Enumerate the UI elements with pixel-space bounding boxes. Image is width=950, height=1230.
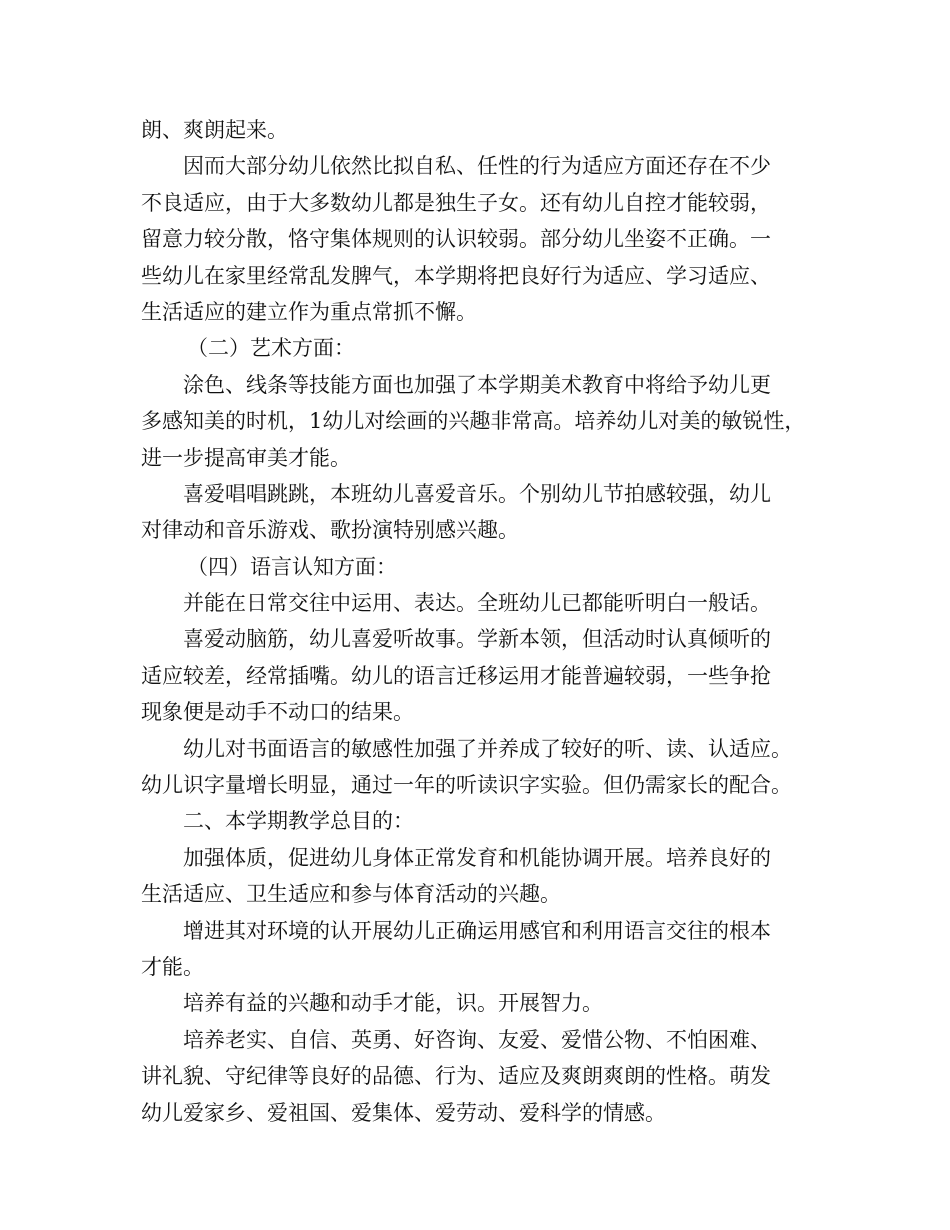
paragraph-line: 现象便是动手不动口的结果。: [141, 700, 414, 725]
paragraph-line: 适应较差，经常插嘴。幼儿的语言迁移运用才能普遍较弱，一些争抢: [141, 663, 771, 688]
paragraph-line: 培养老实、自信、英勇、好咨询、友爱、爱惜公物、不怕困难、: [183, 1027, 771, 1052]
paragraph-line: 增进其对环境的认开展幼儿正确运用感官和利用语言交往的根本: [183, 918, 771, 943]
paragraph-line: 并能在日常交往中运用、表达。全班幼儿已都能听明白一般话。: [183, 591, 771, 616]
paragraph-line: 幼儿识字量增长明显，通过一年的听读识字实验。但仍需家长的配合。: [141, 773, 792, 798]
paragraph-line: 朗、爽朗起来。: [141, 118, 288, 142]
paragraph-line: 讲礼貌、守纪律等良好的品德、行为、适应及爽朗爽朗的性格。萌发: [141, 1064, 771, 1089]
paragraph-line: 因而大部分幼儿依然比拟自私、任性的行为适应方面还存在不少: [183, 154, 771, 179]
paragraph-line: 培养有益的兴趣和动手才能，识。开展智力。: [183, 991, 603, 1016]
paragraph-line: 留意力较分散，恪守集体规则的认识较弱。部分幼儿坐姿不正确。一: [141, 227, 771, 252]
section-heading: （二）艺术方面：: [187, 336, 355, 361]
paragraph-line: 幼儿爱家乡、爱祖国、爱集体、爱劳动、爱科学的情感。: [141, 1100, 666, 1125]
paragraph-line: 加强体质，促进幼儿身体正常发育和机能协调开展。培养良好的: [183, 845, 771, 870]
paragraph-line: 喜爱动脑筋，幼儿喜爱听故事。学新本领，但活动时认真倾听的: [183, 627, 771, 652]
paragraph-line: 生活适应、卫生适应和参与体育活动的兴趣。: [141, 882, 561, 907]
paragraph-line: 些幼儿在家里经常乱发脾气，本学期将把良好行为适应、学习适应、: [141, 263, 771, 288]
section-heading: （四）语言认知方面：: [187, 554, 397, 579]
paragraph-line: 不良适应，由于大多数幼儿都是独生子女。还有幼儿自控才能较弱，: [141, 190, 771, 215]
document-body: [141, 112, 821, 1131]
paragraph-line: 多感知美的时机，1幼儿对绘画的兴趣非常高。培养幼儿对美的敏锐性，: [141, 409, 806, 434]
paragraph-line: 对律动和音乐游戏、歌扮演特别感兴趣。: [141, 518, 519, 543]
paragraph-line: 幼儿对书面语言的敏感性加强了并养成了较好的听、读、认适应。: [183, 736, 792, 761]
paragraph-line: 才能。: [141, 954, 204, 979]
paragraph-line: 喜爱唱唱跳跳，本班幼儿喜爱音乐。个别幼儿节拍感较强，幼儿: [183, 481, 771, 506]
paragraph-line: 生活适应的建立作为重点常抓不懈。: [141, 299, 477, 324]
paragraph-line: 涂色、线条等技能方面也加强了本学期美术教育中将给予幼儿更: [183, 372, 771, 397]
paragraph-line: 进一步提高审美才能。: [141, 445, 351, 470]
paragraph-line: 二、本学期教学总目的：: [183, 809, 414, 834]
